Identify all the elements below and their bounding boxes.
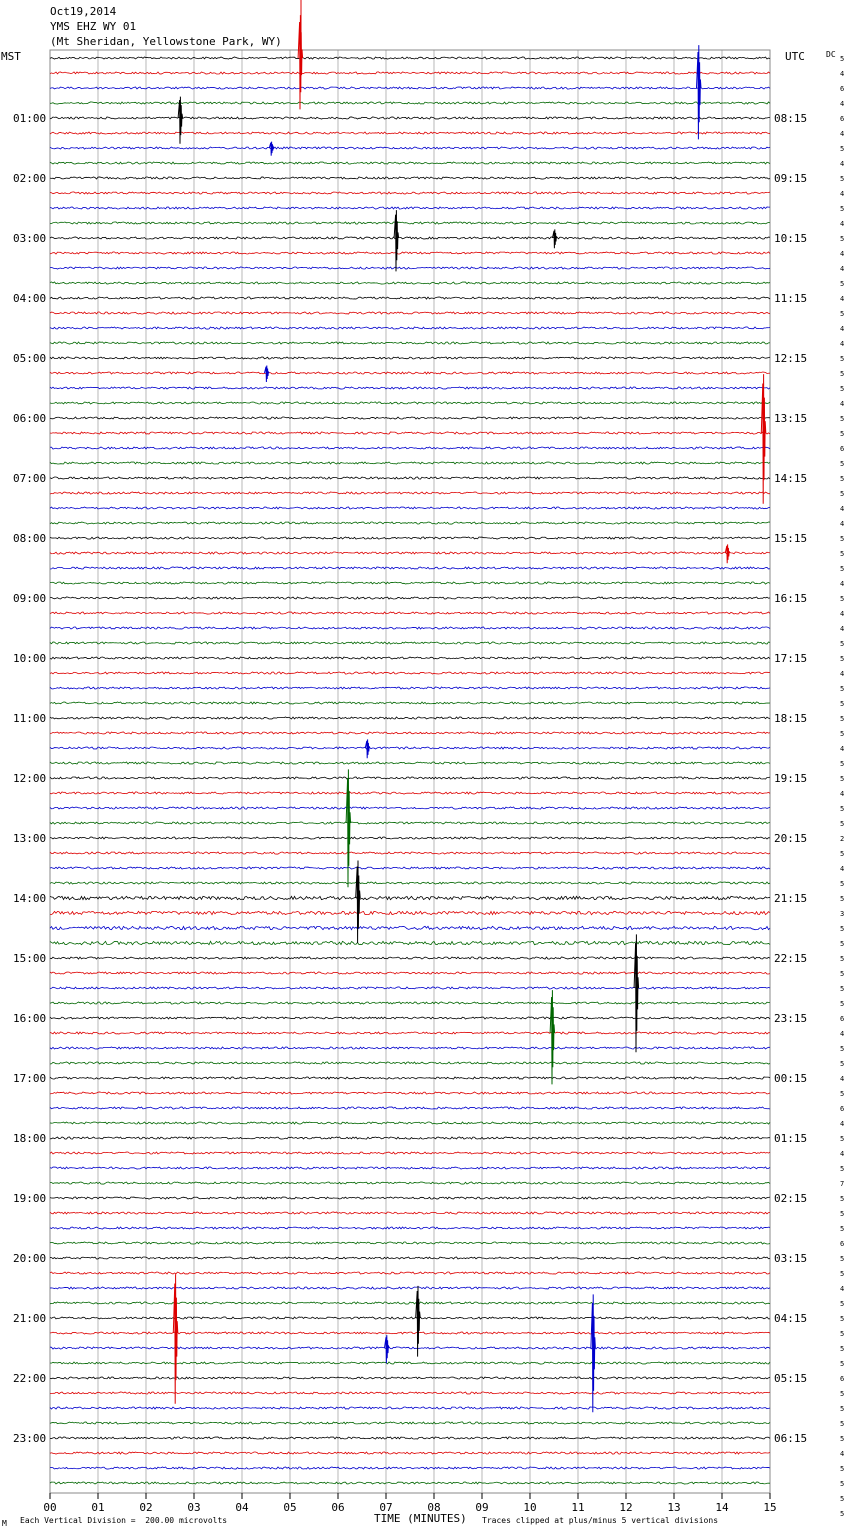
trace-row bbox=[50, 612, 770, 614]
x-axis-title: TIME (MINUTES) bbox=[374, 1512, 467, 1525]
dc-offset-label: 6 bbox=[840, 1015, 845, 1023]
trace-row bbox=[50, 357, 770, 359]
dc-offset-label: 5 bbox=[840, 1465, 845, 1473]
right-hour-label: 02:15 bbox=[774, 1192, 808, 1205]
right-hour-label: 17:15 bbox=[774, 652, 808, 665]
event-spike bbox=[761, 374, 766, 504]
event-spike bbox=[416, 1286, 421, 1357]
dc-offset-label: 5 bbox=[840, 1390, 845, 1398]
right-hour-label: 22:15 bbox=[774, 952, 808, 965]
dc-offset-label: 5 bbox=[840, 355, 845, 363]
trace-row bbox=[50, 492, 770, 494]
left-hour-label: 06:00 bbox=[13, 412, 47, 425]
trace-row bbox=[50, 597, 770, 599]
right-hour-label: 04:15 bbox=[774, 1312, 808, 1325]
dc-offset-label: 4 bbox=[840, 1285, 845, 1293]
left-hour-label: 13:00 bbox=[13, 832, 47, 845]
left-hour-label: 22:00 bbox=[13, 1372, 47, 1385]
trace-row bbox=[50, 1377, 770, 1379]
left-hour-label: 20:00 bbox=[13, 1252, 47, 1265]
left-hour-label: 23:00 bbox=[13, 1432, 47, 1445]
corner-mark: M bbox=[2, 1519, 7, 1528]
dc-offset-label: 4 bbox=[840, 505, 845, 513]
trace-row bbox=[50, 1332, 770, 1334]
event-spike bbox=[394, 210, 399, 271]
right-hour-label: 20:15 bbox=[774, 832, 808, 845]
trace-row bbox=[50, 162, 770, 164]
trace-row bbox=[50, 1347, 770, 1349]
dc-offset-label: 5 bbox=[840, 640, 845, 648]
event-spike bbox=[173, 1274, 178, 1404]
dc-offset-label: 4 bbox=[840, 400, 845, 408]
dc-offset-label: 5 bbox=[840, 310, 845, 318]
dc-offset-label: 5 bbox=[840, 415, 845, 423]
dc-offset-label: 5 bbox=[840, 1420, 845, 1428]
dc-offset-label: 5 bbox=[840, 1360, 845, 1368]
trace-row bbox=[50, 387, 770, 389]
left-hour-label: 16:00 bbox=[13, 1012, 47, 1025]
dc-offset-label: 5 bbox=[840, 1315, 845, 1323]
left-hour-label: 05:00 bbox=[13, 352, 47, 365]
x-tick-label: 02 bbox=[139, 1501, 153, 1514]
trace-row bbox=[50, 207, 770, 209]
dc-offset-label: 5 bbox=[840, 205, 845, 213]
trace-row bbox=[50, 867, 770, 869]
trace-row bbox=[50, 941, 770, 944]
dc-offset-label: 5 bbox=[840, 1255, 845, 1263]
station-label: YMS EHZ WY 01 bbox=[50, 20, 137, 33]
trace-row bbox=[50, 926, 770, 929]
dc-offset-label: 5 bbox=[840, 1300, 845, 1308]
dc-offset-label: 5 bbox=[840, 1210, 845, 1218]
dc-offset-label: 4 bbox=[840, 625, 845, 633]
trace-row bbox=[50, 1452, 770, 1454]
event-spike bbox=[346, 769, 351, 887]
dc-offset-label: 5 bbox=[840, 1000, 845, 1008]
dc-offset-label: 5 bbox=[840, 385, 845, 393]
dc-offset-label: 4 bbox=[840, 520, 845, 528]
trace-row bbox=[50, 1077, 770, 1079]
x-tick-label: 12 bbox=[619, 1501, 633, 1514]
trace-row bbox=[50, 567, 770, 569]
x-tick-label: 04 bbox=[235, 1501, 249, 1514]
dc-offset-label: 4 bbox=[840, 1150, 845, 1158]
dc-offset-label: 5 bbox=[840, 1510, 845, 1518]
dc-offset-label: 5 bbox=[840, 235, 845, 243]
trace-row bbox=[50, 477, 770, 479]
trace-row bbox=[50, 1032, 770, 1034]
plot-frame bbox=[50, 50, 770, 1493]
right-hour-label: 19:15 bbox=[774, 772, 808, 785]
dc-offset-label: 4 bbox=[840, 295, 845, 303]
trace-row bbox=[50, 1197, 770, 1199]
trace-row bbox=[50, 462, 770, 464]
dc-offset-label: 5 bbox=[840, 820, 845, 828]
dc-offset-label: 5 bbox=[840, 880, 845, 888]
trace-row bbox=[50, 882, 770, 884]
trace-row bbox=[50, 297, 770, 299]
location-label: (Mt Sheridan, Yellowstone Park, WY) bbox=[50, 35, 282, 48]
left-hour-label: 19:00 bbox=[13, 1192, 47, 1205]
dc-offset-label: 5 bbox=[840, 700, 845, 708]
trace-row bbox=[50, 911, 770, 914]
left-timezone-label: MST bbox=[1, 50, 21, 63]
event-spike bbox=[553, 229, 558, 248]
dc-offset-label: 5 bbox=[840, 760, 845, 768]
trace-row bbox=[50, 1212, 770, 1214]
dc-offset-label: 4 bbox=[840, 100, 845, 108]
trace-row bbox=[50, 792, 770, 794]
dc-offset-label: 4 bbox=[840, 1030, 845, 1038]
right-hour-label: 16:15 bbox=[774, 592, 808, 605]
left-hour-label: 03:00 bbox=[13, 232, 47, 245]
trace-row bbox=[50, 807, 770, 809]
dc-offset-label: 5 bbox=[840, 940, 845, 948]
event-spike bbox=[697, 45, 702, 139]
dc-offset-label: 6 bbox=[840, 1375, 845, 1383]
trace-row bbox=[50, 282, 770, 284]
dc-offset-label: 5 bbox=[840, 925, 845, 933]
trace-row bbox=[50, 147, 770, 149]
trace-row bbox=[50, 1152, 770, 1154]
dc-offset-label: 5 bbox=[840, 55, 845, 63]
dc-offset-label: 4 bbox=[840, 220, 845, 228]
dc-offset-label: 5 bbox=[840, 460, 845, 468]
dc-offset-label: 5 bbox=[840, 175, 845, 183]
left-hour-label: 10:00 bbox=[13, 652, 47, 665]
trace-row bbox=[50, 1227, 770, 1229]
trace-row bbox=[50, 342, 770, 344]
x-tick-label: 15 bbox=[763, 1501, 777, 1514]
trace-row bbox=[50, 522, 770, 524]
trace-row bbox=[50, 747, 770, 749]
dc-offset-label: 5 bbox=[840, 370, 845, 378]
left-hour-label: 15:00 bbox=[13, 952, 47, 965]
trace-row bbox=[50, 507, 770, 509]
event-spike bbox=[385, 1335, 390, 1363]
trace-row bbox=[50, 627, 770, 629]
dc-offset-label: 5 bbox=[840, 1225, 845, 1233]
dc-offset-label: 5 bbox=[840, 145, 845, 153]
event-spike bbox=[634, 934, 639, 1052]
right-hour-label: 18:15 bbox=[774, 712, 808, 725]
dc-offset-label: 5 bbox=[840, 1330, 845, 1338]
x-tick-label: 00 bbox=[43, 1501, 57, 1514]
trace-row bbox=[50, 642, 770, 644]
right-hour-label: 01:15 bbox=[774, 1132, 808, 1145]
x-tick-label: 03 bbox=[187, 1501, 201, 1514]
event-spike bbox=[725, 544, 730, 563]
dc-offset-label: 5 bbox=[840, 280, 845, 288]
event-spike bbox=[356, 861, 361, 944]
trace-row bbox=[50, 1017, 770, 1019]
dc-offset-label: 5 bbox=[840, 490, 845, 498]
left-hour-label: 14:00 bbox=[13, 892, 47, 905]
x-tick-label: 14 bbox=[715, 1501, 729, 1514]
dc-offset-label: 4 bbox=[840, 130, 845, 138]
dc-offset-label: 6 bbox=[840, 115, 845, 123]
dc-offset-label: 4 bbox=[840, 190, 845, 198]
trace-row bbox=[50, 432, 770, 434]
right-hour-label: 06:15 bbox=[774, 1432, 808, 1445]
trace-row bbox=[50, 1272, 770, 1274]
dc-offset-label: 5 bbox=[840, 1345, 845, 1353]
trace-row bbox=[50, 972, 770, 974]
dc-offset-label: 5 bbox=[840, 895, 845, 903]
dc-offset-label: 5 bbox=[840, 1135, 845, 1143]
trace-row bbox=[50, 222, 770, 224]
left-hour-label: 02:00 bbox=[13, 172, 47, 185]
dc-offset-label: 5 bbox=[840, 430, 845, 438]
dc-offset-label: 4 bbox=[840, 1120, 845, 1128]
event-spike bbox=[265, 366, 270, 383]
dc-offset-label: 4 bbox=[840, 610, 845, 618]
trace-row bbox=[50, 1047, 770, 1049]
x-tick-label: 10 bbox=[523, 1501, 537, 1514]
clip-note: Traces clipped at plus/minus 5 vertical divisions bbox=[482, 1516, 719, 1525]
trace-row bbox=[50, 537, 770, 539]
trace-row bbox=[50, 177, 770, 179]
trace-row bbox=[50, 117, 770, 119]
trace-row bbox=[50, 87, 770, 89]
trace-row bbox=[50, 837, 770, 839]
right-hour-label: 05:15 bbox=[774, 1372, 808, 1385]
dc-offset-label: 4 bbox=[840, 265, 845, 273]
right-hour-label: 11:15 bbox=[774, 292, 808, 305]
trace-row bbox=[50, 717, 770, 719]
trace-row bbox=[50, 582, 770, 584]
trace-row bbox=[50, 1257, 770, 1259]
dc-offset-label: 5 bbox=[840, 1480, 845, 1488]
dc-offset-label: 6 bbox=[840, 445, 845, 453]
dc-offset-label: 5 bbox=[840, 1090, 845, 1098]
x-tick-label: 05 bbox=[283, 1501, 297, 1514]
right-hour-label: 14:15 bbox=[774, 472, 808, 485]
right-hour-label: 21:15 bbox=[774, 892, 808, 905]
dc-offset-label: 6 bbox=[840, 1105, 845, 1113]
dc-offset-label: 3 bbox=[840, 910, 845, 918]
dc-offset-label: 4 bbox=[840, 865, 845, 873]
trace-row bbox=[50, 402, 770, 404]
trace-row bbox=[50, 777, 770, 779]
trace-row bbox=[50, 1092, 770, 1094]
event-spike bbox=[550, 990, 555, 1084]
dc-offset-label: 4 bbox=[840, 745, 845, 753]
x-tick-label: 07 bbox=[379, 1501, 393, 1514]
trace-row bbox=[50, 987, 770, 989]
event-spike bbox=[591, 1294, 596, 1412]
dc-offset-label: 4 bbox=[840, 160, 845, 168]
x-tick-label: 09 bbox=[475, 1501, 489, 1514]
x-tick-label: 08 bbox=[427, 1501, 441, 1514]
trace-row bbox=[50, 1437, 770, 1439]
right-hour-label: 15:15 bbox=[774, 532, 808, 545]
trace-row bbox=[50, 672, 770, 674]
scale-note: Each Vertical Division = 200.00 microvolts bbox=[20, 1516, 228, 1525]
trace-row bbox=[50, 192, 770, 194]
dc-offset-label: 5 bbox=[840, 475, 845, 483]
dc-offset-label: 5 bbox=[840, 955, 845, 963]
trace-row bbox=[50, 1137, 770, 1139]
trace-row bbox=[50, 822, 770, 824]
dc-offset-label: 5 bbox=[840, 985, 845, 993]
trace-row bbox=[50, 1167, 770, 1169]
x-tick-label: 13 bbox=[667, 1501, 681, 1514]
dc-offset-label: 5 bbox=[840, 565, 845, 573]
right-hour-label: 23:15 bbox=[774, 1012, 808, 1025]
dc-offset-label: 5 bbox=[840, 1045, 845, 1053]
dc-offset-label: 4 bbox=[840, 580, 845, 588]
trace-row bbox=[50, 1422, 770, 1424]
right-hour-label: 08:15 bbox=[774, 112, 808, 125]
dc-offset-label: 5 bbox=[840, 535, 845, 543]
dc-offset-label: 5 bbox=[840, 970, 845, 978]
dc-offset-label: 5 bbox=[840, 805, 845, 813]
dc-offset-label: 7 bbox=[840, 1180, 845, 1188]
left-hour-label: 12:00 bbox=[13, 772, 47, 785]
trace-row bbox=[50, 687, 770, 689]
trace-row bbox=[50, 732, 770, 734]
dc-offset-label: 5 bbox=[840, 655, 845, 663]
dc-offset-label: 5 bbox=[840, 730, 845, 738]
left-hour-label: 17:00 bbox=[13, 1072, 47, 1085]
dc-offset-label: 4 bbox=[840, 1450, 845, 1458]
trace-row bbox=[50, 1482, 770, 1484]
left-hour-label: 08:00 bbox=[13, 532, 47, 545]
dc-offset-label: 5 bbox=[840, 715, 845, 723]
trace-row bbox=[50, 72, 770, 74]
dc-offset-label: 4 bbox=[840, 790, 845, 798]
dc-header-label: DC bbox=[826, 50, 836, 59]
dc-offset-label: 4 bbox=[840, 1075, 845, 1083]
trace-row bbox=[50, 1122, 770, 1124]
trace-row bbox=[50, 702, 770, 704]
trace-row bbox=[50, 1287, 770, 1289]
left-hour-label: 01:00 bbox=[13, 112, 47, 125]
event-spike bbox=[298, 15, 303, 109]
right-timezone-label: UTC bbox=[785, 50, 805, 63]
dc-offset-label: 2 bbox=[840, 835, 845, 843]
left-hour-label: 11:00 bbox=[13, 712, 47, 725]
trace-row bbox=[50, 1002, 770, 1004]
dc-offset-label: 4 bbox=[840, 340, 845, 348]
trace-row bbox=[50, 1062, 770, 1064]
dc-offset-label: 5 bbox=[840, 775, 845, 783]
trace-row bbox=[50, 657, 770, 659]
dc-offset-label: 5 bbox=[840, 1270, 845, 1278]
trace-row bbox=[50, 102, 770, 104]
dc-offset-label: 5 bbox=[840, 1435, 845, 1443]
trace-row bbox=[50, 132, 770, 134]
dc-offset-label: 6 bbox=[840, 1240, 845, 1248]
right-hour-label: 00:15 bbox=[774, 1072, 808, 1085]
trace-row bbox=[50, 1392, 770, 1394]
trace-row bbox=[50, 237, 770, 239]
dc-offset-label: 5 bbox=[840, 1165, 845, 1173]
trace-row bbox=[50, 57, 770, 59]
left-hour-label: 04:00 bbox=[13, 292, 47, 305]
right-hour-label: 10:15 bbox=[774, 232, 808, 245]
trace-row bbox=[50, 552, 770, 554]
left-hour-label: 18:00 bbox=[13, 1132, 47, 1145]
dc-offset-label: 4 bbox=[840, 325, 845, 333]
right-hour-label: 03:15 bbox=[774, 1252, 808, 1265]
trace-row bbox=[50, 447, 770, 449]
dc-offset-label: 4 bbox=[840, 670, 845, 678]
trace-row bbox=[50, 267, 770, 269]
trace-row bbox=[50, 1317, 770, 1319]
dc-offset-label: 5 bbox=[840, 1405, 845, 1413]
dc-offset-label: 4 bbox=[840, 70, 845, 78]
right-hour-label: 13:15 bbox=[774, 412, 808, 425]
dc-offset-label: 5 bbox=[840, 550, 845, 558]
trace-row bbox=[50, 1107, 770, 1109]
trace-row bbox=[50, 372, 770, 374]
trace-row bbox=[50, 1362, 770, 1364]
trace-row bbox=[50, 1467, 770, 1469]
dc-offset-label: 5 bbox=[840, 595, 845, 603]
right-hour-label: 12:15 bbox=[774, 352, 808, 365]
dc-offset-label: 6 bbox=[840, 85, 845, 93]
trace-row bbox=[50, 1182, 770, 1184]
date-label: Oct19,2014 bbox=[50, 5, 117, 18]
trace-row bbox=[50, 417, 770, 419]
dc-offset-label: 5 bbox=[840, 685, 845, 693]
left-hour-label: 09:00 bbox=[13, 592, 47, 605]
dc-offset-label: 5 bbox=[840, 1195, 845, 1203]
dc-offset-label: 4 bbox=[840, 250, 845, 258]
trace-row bbox=[50, 327, 770, 329]
left-hour-label: 21:00 bbox=[13, 1312, 47, 1325]
right-hour-label: 09:15 bbox=[774, 172, 808, 185]
dc-offset-label: 5 bbox=[840, 1495, 845, 1503]
x-tick-label: 01 bbox=[91, 1501, 105, 1514]
dc-offset-label: 5 bbox=[840, 1060, 845, 1068]
dc-offset-label: 5 bbox=[840, 850, 845, 858]
trace-row bbox=[50, 1242, 770, 1244]
x-tick-label: 06 bbox=[331, 1501, 345, 1514]
trace-row bbox=[50, 896, 770, 899]
x-tick-label: 11 bbox=[571, 1501, 585, 1514]
trace-row bbox=[50, 957, 770, 959]
trace-row bbox=[50, 1407, 770, 1409]
trace-row bbox=[50, 312, 770, 314]
trace-row bbox=[50, 762, 770, 764]
trace-row bbox=[50, 1302, 770, 1304]
left-hour-label: 07:00 bbox=[13, 472, 47, 485]
trace-row bbox=[50, 252, 770, 254]
trace-row bbox=[50, 852, 770, 854]
